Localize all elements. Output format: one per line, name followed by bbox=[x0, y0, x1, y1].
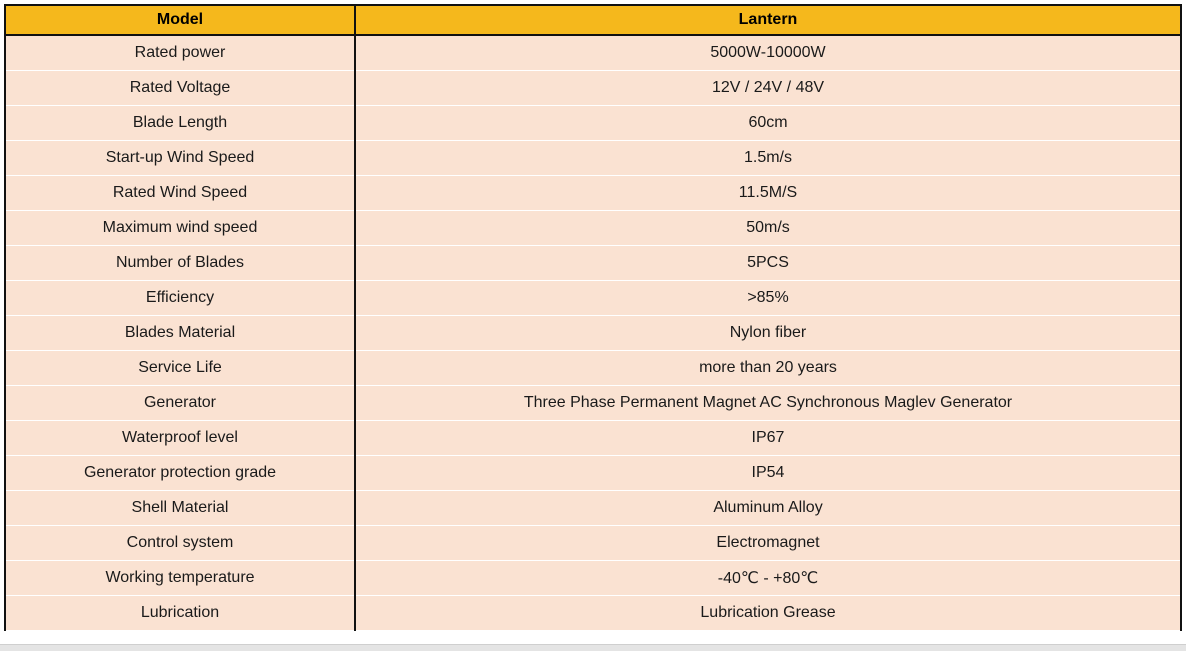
value-cell: Three Phase Permanent Magnet AC Synchronous Maglev Generator bbox=[355, 386, 1181, 421]
param-cell: Shell Material bbox=[5, 491, 355, 526]
value-cell: -40℃ - +80℃ bbox=[355, 561, 1181, 596]
value-cell: IP54 bbox=[355, 456, 1181, 491]
value-cell: Aluminum Alloy bbox=[355, 491, 1181, 526]
table-row bbox=[5, 176, 1181, 211]
table-row bbox=[5, 316, 1181, 351]
value-cell: 12V / 24V / 48V bbox=[355, 71, 1181, 106]
value-cell: 5PCS bbox=[355, 246, 1181, 281]
param-cell: Rated power bbox=[5, 35, 355, 71]
value-cell: Electromagnet bbox=[355, 526, 1181, 561]
param-cell: Maximum wind speed bbox=[5, 211, 355, 246]
table-row bbox=[5, 246, 1181, 281]
value-cell: 50m/s bbox=[355, 211, 1181, 246]
table-row bbox=[5, 106, 1181, 141]
table-row bbox=[5, 526, 1181, 561]
header-param-cell: Model bbox=[5, 5, 355, 35]
param-cell: Rated Wind Speed bbox=[5, 176, 355, 211]
table-row bbox=[5, 386, 1181, 421]
bottom-scroll-strip bbox=[0, 644, 1186, 651]
value-cell: Lubrication Grease bbox=[355, 596, 1181, 631]
table-row bbox=[5, 281, 1181, 316]
param-cell: Generator protection grade bbox=[5, 456, 355, 491]
table-row bbox=[5, 71, 1181, 106]
table-row bbox=[5, 561, 1181, 596]
spec-table-body bbox=[5, 35, 1181, 631]
table-row bbox=[5, 491, 1181, 526]
param-cell: Generator bbox=[5, 386, 355, 421]
table-row bbox=[5, 211, 1181, 246]
param-cell: Rated Voltage bbox=[5, 71, 355, 106]
spec-table bbox=[4, 4, 1182, 631]
value-cell: IP67 bbox=[355, 421, 1181, 456]
spec-table-header bbox=[5, 5, 1181, 35]
table-row bbox=[5, 35, 1181, 71]
value-cell: 11.5M/S bbox=[355, 176, 1181, 211]
param-cell: Working temperature bbox=[5, 561, 355, 596]
table-row bbox=[5, 456, 1181, 491]
value-cell: 60cm bbox=[355, 106, 1181, 141]
param-cell: Blade Length bbox=[5, 106, 355, 141]
header-row bbox=[5, 5, 1181, 35]
value-cell: 5000W-10000W bbox=[355, 35, 1181, 71]
table-row bbox=[5, 141, 1181, 176]
table-row bbox=[5, 421, 1181, 456]
param-cell: Waterproof level bbox=[5, 421, 355, 456]
table-row bbox=[5, 351, 1181, 386]
param-cell: Lubrication bbox=[5, 596, 355, 631]
value-cell: more than 20 years bbox=[355, 351, 1181, 386]
param-cell: Service Life bbox=[5, 351, 355, 386]
value-cell: >85% bbox=[355, 281, 1181, 316]
param-cell: Start-up Wind Speed bbox=[5, 141, 355, 176]
param-cell: Blades Material bbox=[5, 316, 355, 351]
param-cell: Control system bbox=[5, 526, 355, 561]
param-cell: Number of Blades bbox=[5, 246, 355, 281]
table-row bbox=[5, 596, 1181, 631]
value-cell: 1.5m/s bbox=[355, 141, 1181, 176]
value-cell: Nylon fiber bbox=[355, 316, 1181, 351]
param-cell: Efficiency bbox=[5, 281, 355, 316]
header-value-cell: Lantern bbox=[355, 5, 1181, 35]
